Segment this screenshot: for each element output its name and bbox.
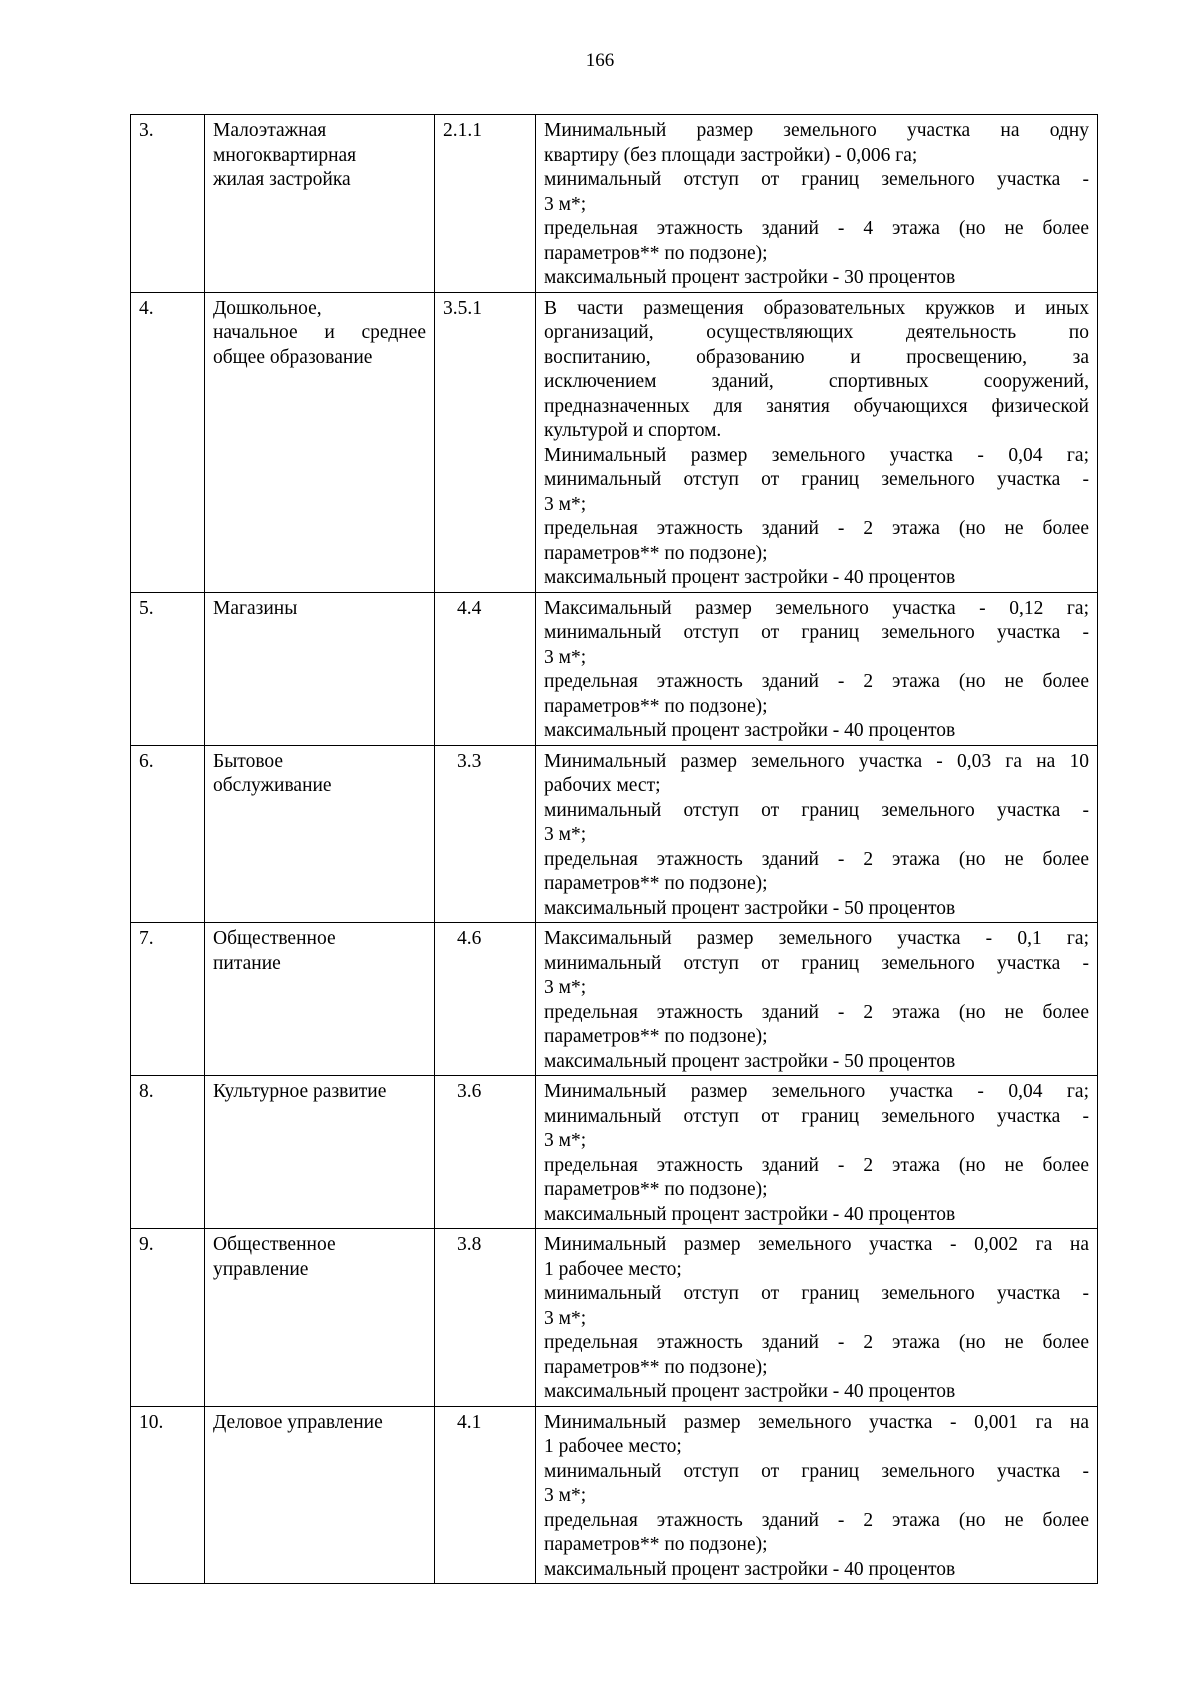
page-number: 166	[585, 50, 615, 71]
table-row	[131, 115, 1098, 293]
parameter-line: 1 рабочее место;	[544, 1258, 682, 1280]
use-type-name	[205, 1229, 435, 1407]
use-type-code: 4.1	[435, 1406, 536, 1584]
parameters-cell	[536, 923, 1098, 1076]
parameter-line: максимальный процент застройки - 50 процентов	[544, 1050, 956, 1072]
parameter-line: предназначенных для занятия обучающихся физической	[544, 395, 1089, 417]
parameter-line: параметров** по подзоне);	[544, 242, 768, 264]
parameter-line: параметров** по подзоне);	[544, 695, 768, 717]
parameter-line: максимальный процент застройки - 40 процентов	[544, 1203, 956, 1225]
parameter-line: воспитанию, образованию и просвещению, за	[544, 346, 1089, 368]
use-type-name-line: Общественное	[213, 1234, 336, 1255]
parameter-line: рабочих мест;	[544, 775, 661, 796]
parameter-line: максимальный процент застройки - 30 процентов	[544, 267, 956, 288]
use-type-name-line: многоквартирная	[213, 144, 357, 166]
table-row	[131, 923, 1098, 1076]
row-number: 5.	[131, 592, 205, 745]
parameter-line: предельная этажность зданий - 2 этажа (но не более	[544, 1332, 1089, 1353]
row-number: 8.	[131, 1076, 205, 1229]
parameter-line: исключением зданий, спортивных сооружений,	[544, 371, 1089, 392]
use-type-name-line: общее образование	[213, 346, 373, 368]
parameter-line: Максимальный размер земельного участка - 0,1 га;	[544, 928, 1089, 949]
parameters-cell	[536, 1076, 1098, 1229]
use-type-name	[205, 923, 435, 1076]
parameter-line: 3 м*;	[544, 493, 587, 515]
parameter-line: минимальный отступ от границ земельного участка -	[544, 1283, 1089, 1304]
use-type-name	[205, 592, 435, 745]
parameter-line: Минимальный размер земельного участка - 0,001 га на	[544, 1411, 1089, 1433]
parameter-line: 3 м*;	[544, 977, 587, 998]
parameter-line: 1 рабочее место;	[544, 1436, 682, 1457]
use-type-code: 3.8	[435, 1229, 536, 1407]
use-type-name-line: управление	[213, 1258, 309, 1280]
parameters-cell	[536, 115, 1098, 293]
parameter-line: 3 м*;	[544, 1307, 587, 1329]
table-row	[131, 1406, 1098, 1584]
parameter-line: предельная этажность зданий - 4 этажа (но не более	[544, 218, 1089, 239]
parameter-line: 3 м*;	[544, 193, 587, 215]
parameters-cell	[536, 1406, 1098, 1584]
parameter-line: параметров** по подзоне);	[544, 542, 768, 564]
parameter-line: Минимальный размер земельного участка - 0,002 га на	[544, 1234, 1089, 1255]
use-type-name-line: Дошкольное,	[213, 297, 322, 319]
use-type-name-line: Культурное развитие	[213, 1081, 387, 1102]
parameters-cell	[536, 592, 1098, 745]
use-type-code: 3.5.1	[435, 292, 536, 592]
parameter-line: культурой и спортом.	[544, 420, 722, 441]
row-number: 7.	[131, 923, 205, 1076]
parameter-line: параметров** по подзоне);	[544, 1356, 768, 1378]
use-type-name-line: обслуживание	[213, 775, 332, 796]
land-use-parameters-table	[130, 114, 1098, 1584]
parameter-line: организаций, осуществляющих деятельность по	[544, 322, 1089, 343]
use-type-name	[205, 1076, 435, 1229]
parameter-line: 3 м*;	[544, 1130, 587, 1151]
use-type-name-line: Бытовое	[213, 750, 284, 772]
parameter-line: параметров** по подзоне);	[544, 1179, 768, 1200]
row-number: 9.	[131, 1229, 205, 1407]
parameters-cell	[536, 745, 1098, 923]
use-type-name	[205, 1406, 435, 1584]
parameter-line: Максимальный размер земельного участка - 0,12 га;	[544, 597, 1089, 619]
parameter-line: максимальный процент застройки - 40 процентов	[544, 567, 956, 588]
use-type-name	[205, 745, 435, 923]
parameter-line: параметров** по подзоне);	[544, 1026, 768, 1047]
use-type-code: 4.6	[435, 923, 536, 1076]
table-row	[131, 1229, 1098, 1407]
parameter-line: 3 м*;	[544, 1485, 587, 1506]
parameter-line: максимальный процент застройки - 40 процентов	[544, 1381, 956, 1402]
parameters-cell	[536, 1229, 1098, 1407]
use-type-code: 3.3	[435, 745, 536, 923]
parameter-line: минимальный отступ от границ земельного участка -	[544, 169, 1089, 190]
parameter-line: минимальный отступ от границ земельного участка -	[544, 799, 1089, 821]
row-number: 10.	[131, 1406, 205, 1584]
table-row	[131, 592, 1098, 745]
parameter-line: Минимальный размер земельного участка - 0,03 га на 10	[544, 750, 1089, 772]
parameter-line: параметров** по подзоне);	[544, 873, 768, 894]
parameter-line: предельная этажность зданий - 2 этажа (но не более	[544, 518, 1089, 539]
parameter-line: максимальный процент застройки - 50 процентов	[544, 897, 956, 919]
parameter-line: максимальный процент застройки - 40 процентов	[544, 1558, 956, 1580]
use-type-name	[205, 115, 435, 293]
row-number: 6.	[131, 745, 205, 923]
use-type-code: 2.1.1	[435, 115, 536, 293]
use-type-name-line: Малоэтажная	[213, 120, 327, 141]
parameter-line: минимальный отступ от границ земельного участка -	[544, 622, 1089, 643]
table-row	[131, 1076, 1098, 1229]
parameter-line: Минимальный размер земельного участка на одну	[544, 120, 1089, 141]
parameter-line: 3 м*;	[544, 646, 587, 668]
use-type-code: 4.4	[435, 592, 536, 745]
parameter-line: предельная этажность зданий - 2 этажа (но не более	[544, 1509, 1089, 1531]
parameter-line: минимальный отступ от границ земельного участка -	[544, 469, 1089, 490]
parameter-line: Минимальный размер земельного участка - 0,04 га;	[544, 444, 1089, 466]
parameter-line: предельная этажность зданий - 2 этажа (но не более	[544, 1001, 1089, 1023]
use-type-name-line: начальное и среднее	[213, 322, 426, 343]
use-type-name-line: Магазины	[213, 597, 298, 619]
parameter-line: минимальный отступ от границ земельного участка -	[544, 1105, 1089, 1127]
parameter-line: параметров** по подзоне);	[544, 1534, 768, 1555]
table-row	[131, 745, 1098, 923]
parameters-cell	[536, 292, 1098, 592]
parameter-line: минимальный отступ от границ земельного участка -	[544, 952, 1089, 974]
table-body	[131, 115, 1098, 1584]
use-type-name-line: питание	[213, 952, 281, 974]
row-number: 3.	[131, 115, 205, 293]
use-type-name	[205, 292, 435, 592]
parameter-line: Минимальный размер земельного участка - 0,04 га;	[544, 1081, 1089, 1102]
use-type-name-line: Общественное	[213, 928, 336, 949]
use-type-code: 3.6	[435, 1076, 536, 1229]
parameter-line: минимальный отступ от границ земельного участка -	[544, 1460, 1089, 1482]
parameter-line: 3 м*;	[544, 824, 587, 845]
table-row	[131, 292, 1098, 592]
row-number: 4.	[131, 292, 205, 592]
parameter-line: В части размещения образовательных кружков и иных	[544, 297, 1089, 319]
use-type-name-line: Деловое управление	[213, 1411, 383, 1433]
use-type-name-line: жилая застройка	[213, 169, 351, 190]
parameter-line: квартиру (без площади застройки) - 0,006 га;	[544, 144, 918, 166]
parameter-line: предельная этажность зданий - 2 этажа (но не более	[544, 671, 1089, 692]
parameter-line: максимальный процент застройки - 40 процентов	[544, 720, 956, 741]
parameter-line: предельная этажность зданий - 2 этажа (но не более	[544, 1154, 1089, 1176]
parameter-line: предельная этажность зданий - 2 этажа (но не более	[544, 848, 1089, 870]
